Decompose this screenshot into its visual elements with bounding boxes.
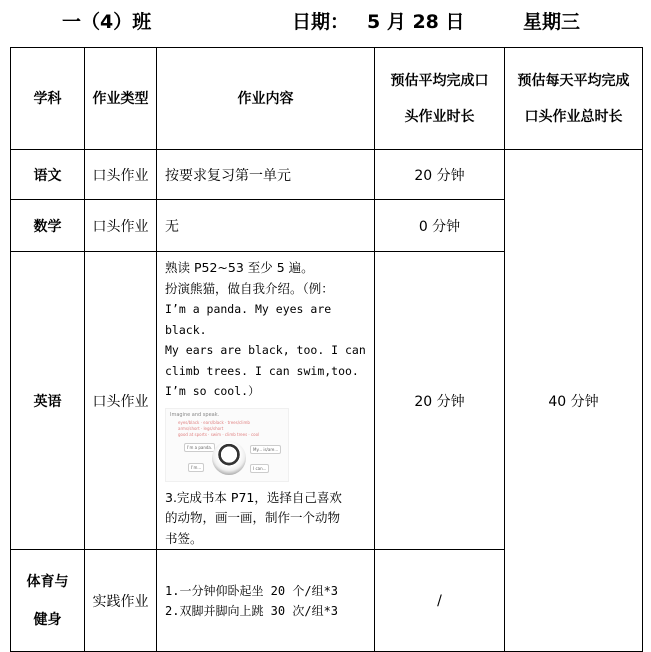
col-avg-time-line2: 头作业时长: [404, 108, 475, 125]
textbook-image: [165, 408, 289, 482]
homework-table: [10, 47, 643, 652]
date-value: 5 月 28 日: [367, 11, 465, 33]
content-line: 扮演熊猫，做自我介绍。（例：: [165, 280, 334, 296]
speech-bubble: I’m a panda.: [184, 443, 215, 452]
content-line: climb trees. I can swim,too.: [165, 363, 359, 378]
time-cell: 20 分钟: [375, 150, 505, 200]
image-words: arms/short · legs/short: [178, 425, 224, 431]
speech-bubble: My... is/are...: [250, 445, 281, 454]
type-cell: 口头作业: [85, 150, 157, 200]
col-daily-total: [505, 48, 643, 150]
page-header: [0, 0, 651, 40]
table-row-chinese: [11, 150, 643, 200]
subject-line: 健身: [33, 611, 62, 628]
table-header-row: [11, 48, 643, 150]
type-cell: 口头作业: [85, 200, 157, 252]
content-line: I’m a panda. My eyes are black.: [165, 302, 332, 337]
subject-cell: [11, 550, 85, 652]
content-cell: 无: [157, 200, 375, 252]
col-daily-total-line2: 口头作业总时长: [524, 108, 623, 125]
time-cell: 0 分钟: [375, 200, 505, 252]
content-line: 1.一分钟仰卧起坐 20 个/组*3: [165, 583, 339, 598]
content-line: My ears are black, too. I can: [165, 343, 366, 357]
col-daily-total-line1: 预估每天平均完成: [517, 72, 630, 89]
col-subject: 学科: [11, 48, 85, 150]
content-line: 的动物，画一画，制作一个动物: [165, 510, 341, 525]
image-words: good at sports · swim · climb trees · cool: [178, 431, 260, 437]
daily-total-cell: 40 分钟: [505, 150, 643, 652]
subject-cell: 语文: [11, 150, 85, 200]
time-cell: 20 分钟: [375, 252, 505, 550]
content-line: 书签。: [165, 530, 203, 546]
content-line: 2.双脚并脚向上跳 30 次/组*3: [165, 603, 339, 618]
image-title: Imagine and speak.: [170, 411, 220, 418]
content-cell: [157, 550, 375, 652]
content-line: I’m so cool.）: [165, 384, 260, 398]
speech-bubble: I can...: [250, 464, 269, 473]
subject-cell: 数学: [11, 200, 85, 252]
date-label: 日期：: [292, 11, 350, 33]
type-cell: 实践作业: [85, 550, 157, 652]
col-type: 作业类型: [85, 48, 157, 150]
weekday: 星期三: [523, 11, 581, 33]
col-avg-time: [375, 48, 505, 150]
panda-image: [212, 441, 246, 475]
content-line: 3.完成书本 P71，选择自己喜欢: [165, 489, 342, 505]
speech-bubble: I’m...: [188, 463, 204, 472]
subject-cell: 英语: [11, 252, 85, 550]
type-cell: 口头作业: [85, 252, 157, 550]
content-cell: 按要求复习第一单元: [157, 150, 375, 200]
col-avg-time-line1: 预估平均完成口: [390, 72, 489, 89]
col-content: 作业内容: [157, 48, 375, 150]
image-words: eyes/black · ears/black · trees/climb: [178, 419, 250, 425]
subject-line: 体育与: [26, 573, 69, 590]
content-cell: [157, 252, 375, 550]
content-line: 熟读 P52~53 至少 5 遍。: [165, 260, 314, 275]
time-cell: /: [375, 550, 505, 652]
class-name: 一（4）班: [62, 11, 152, 33]
